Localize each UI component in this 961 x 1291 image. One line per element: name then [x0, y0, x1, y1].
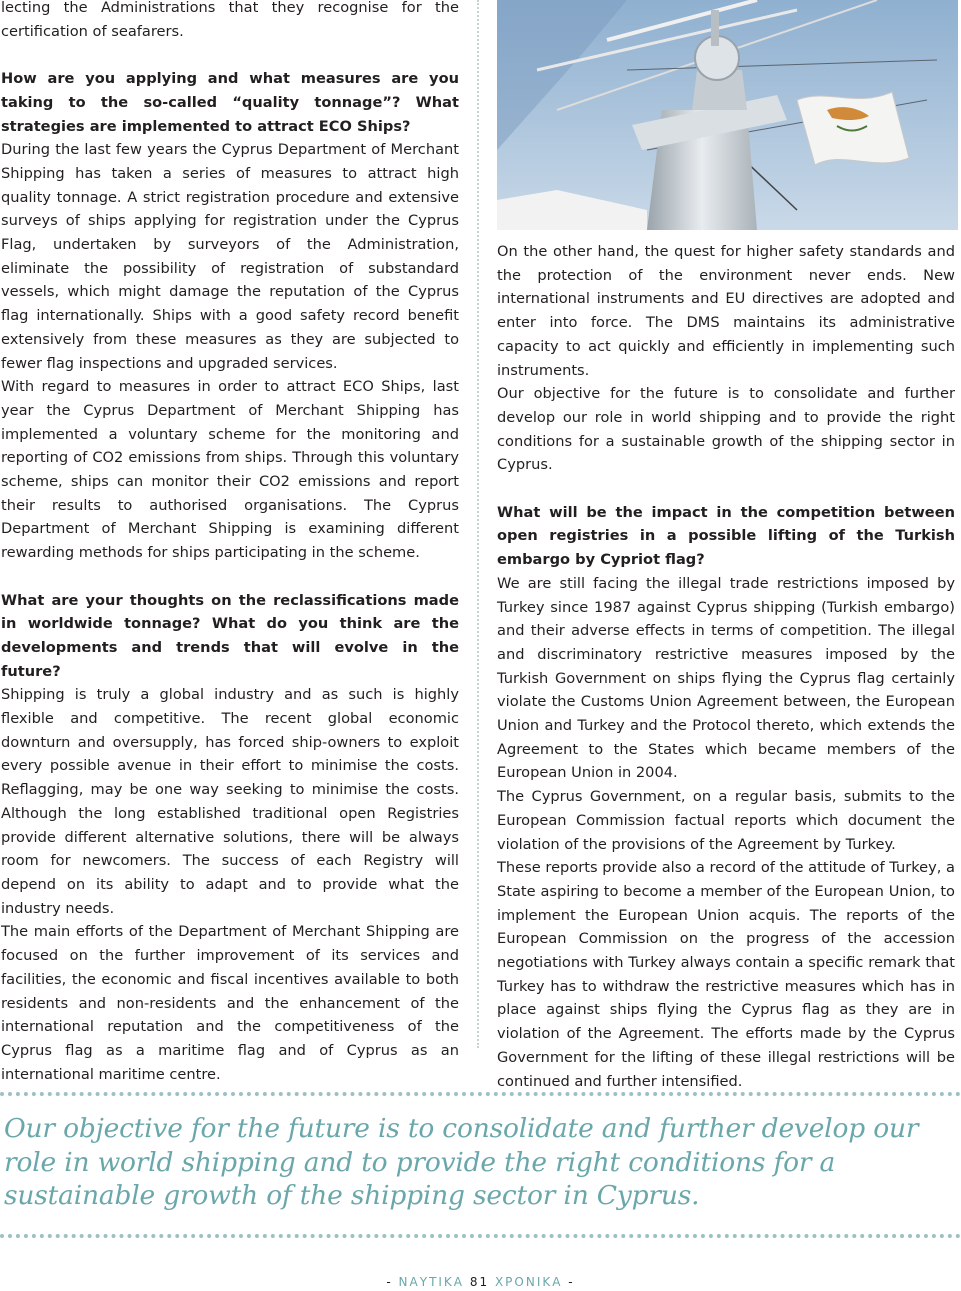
footer-word-right: ΧΡΟΝΙΚΑ — [494, 1275, 563, 1289]
ship-mast-photo — [497, 0, 958, 230]
paragraph: Our objective for the future is to consolidate and further develop our role in world shipping and to provide the right conditions for a sustainable growth of the shipping sector in Cyprus. — [497, 385, 955, 474]
column-divider — [477, 0, 479, 1048]
paragraph: The Cyprus Government, on a regular basis, submits to the European Commission factual reports which document the violation of the provisions of the Agreement by Turkey. — [497, 788, 955, 853]
paragraph: Shipping is truly a global industry and as such is highly flexible and competitive. The recent global economic downturn and oversupply, has forced ship-owners to exploit every possible avenue in their effort to minimise the costs. Reflagging, may be one way seeking to minimise the costs. Although the long established traditional open Registries provide different alternative solutions, there will be always room for newcomers. The success of each Registry will depend on its ability to adapt and to provide what the industry needs. — [1, 686, 459, 917]
paragraph: With regard to measures in order to attract ECO Ships, last year the Cyprus Department of Merchant Shipping has implemented a voluntary scheme for the monitoring and reporting of CO2 emissions from ships. Through this voluntary scheme, ships can monitor their CO2 emissions and report their results to authorised organisations. The Cyprus Department of Merchant Shipping is examining different rewarding methods for ships participating in the scheme. — [1, 378, 459, 562]
paragraph: lecting the Administrations that they recognise for the certification of seafarers. — [1, 0, 459, 40]
paragraph: On the other hand, the quest for higher safety standards and the protection of the environment never ends. New international instruments and EU directives are adopted and enter into force. The DMS maintains its administrative capacity to act quickly and efficiently in implementing such instruments. — [497, 243, 955, 379]
paragraph: We are still facing the illegal trade restrictions imposed by Turkey since 1987 against Cyprus shipping (Turkish embargo) and their adverse effects in terms of competition. The illegal and discriminatory restrictive measures imposed by the Turkish Government on ships flying the Cyprus flag certainly violate the Customs Union Agreement between, the European Union and Turkey and the Protocol thereto, which extends the Agreement to the States which became members of the European Union in 2004. — [497, 574, 955, 782]
footer-dash: - — [568, 1275, 575, 1289]
question-heading: What are your thoughts on the reclassifications made in worldwide tonnage? What do you think are the developments and trends that will evolve in the future? — [1, 591, 459, 680]
dotted-rule-bottom — [0, 1234, 961, 1238]
pull-quote: Our objective for the future is to consolidate and further develop our role in world shipping and to provide the right conditions for a sustainable growth of the shipping sector in Cyprus. — [4, 1113, 919, 1211]
page-number: 81 — [469, 1275, 490, 1289]
footer-dash: - — [386, 1275, 393, 1289]
right-column — [497, 240, 955, 1093]
footer-word-left: ΝΑΥΤΙΚΑ — [398, 1275, 465, 1289]
question-heading: How are you applying and what measures are you taking to the so-called “quality tonnage”? What strategies are implemented to attract ECO Ships? — [1, 70, 459, 135]
paragraph: These reports provide also a record of the attitude of Turkey, a State aspiring to become a member of the European Union, to implement the European Union acquis. The reports of the European Commission on the progress of the accession negotiations with Turkey always contain a specific remark that Turkey has to withdraw the restrictive measures which has in place against ships flying the Cyprus flag as they are in violation of the Agreement. The efforts made by the Cyprus Government for the lifting of these illegal restrictions will be continued and further intensified. — [497, 859, 955, 1090]
left-column — [1, 0, 459, 1086]
paragraph: During the last few years the Cyprus Department of Merchant Shipping has taken a series of measures to attract high quality tonnage. A strict registration procedure and extensive surveys of ships applying for registration under the Cyprus Flag, undertaken by surveyors of the Administration, eliminate the possibility of registration of substandard vessels, which might damage the reputation of the Cyprus flag internationally. Ships with a good safety record benefit extensively from these measures as they are subjected to fewer flag inspections and upgraded services. — [1, 141, 459, 372]
paragraph: The main efforts of the Department of Merchant Shipping are focused on the further improvement of its services and facilities, the economic and fiscal incentives available to both residents and non-residents and the enhancement of the international reputation and the competitiveness of the Cyprus flag as a maritime flag and of Cyprus as an international maritime centre. — [1, 923, 459, 1083]
dotted-rule-top — [0, 1092, 961, 1096]
question-heading: What will be the impact in the competition between open registries in a possible lifting of the Turkish embargo by Cypriot flag? — [497, 503, 955, 569]
page-footer — [0, 1275, 961, 1289]
